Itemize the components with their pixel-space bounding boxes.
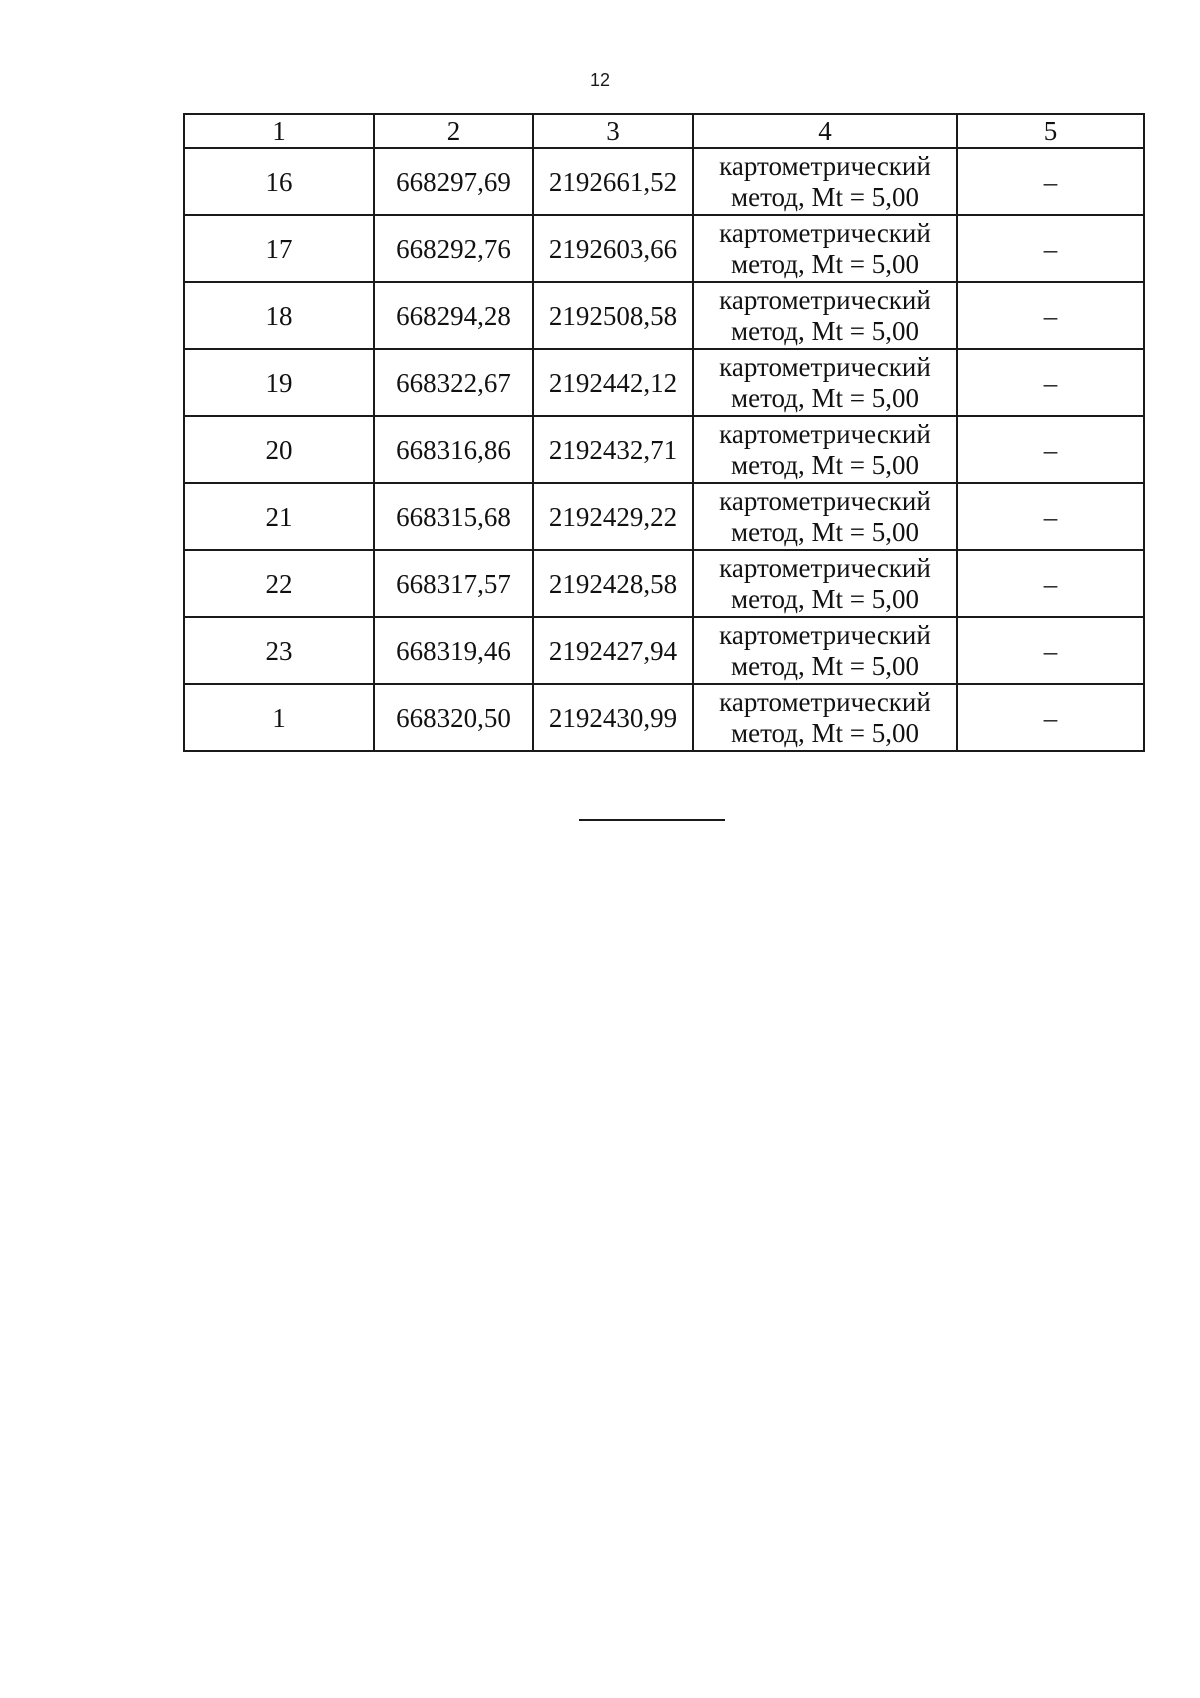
- end-of-document-rule: [579, 819, 725, 821]
- column-header-2: 2: [374, 114, 533, 148]
- column-header-3: 3: [533, 114, 693, 148]
- method-line-1: картометрический: [719, 619, 931, 650]
- point-number-cell: 23: [184, 617, 374, 684]
- point-number-cell: 21: [184, 483, 374, 550]
- table-row: [184, 684, 1144, 751]
- y-coordinate-cell: 2192508,58: [533, 282, 693, 349]
- y-coordinate-cell: 2192603,66: [533, 215, 693, 282]
- point-number-cell: 22: [184, 550, 374, 617]
- x-coordinate-cell: 668319,46: [374, 617, 533, 684]
- method-line-2: метод, Mt = 5,00: [731, 650, 919, 681]
- method-line-1: картометрический: [719, 150, 931, 181]
- method-cell: [693, 483, 957, 550]
- note-cell: –: [957, 349, 1144, 416]
- point-number-cell: 16: [184, 148, 374, 215]
- table-row: [184, 483, 1144, 550]
- method-line-2: метод, Mt = 5,00: [731, 449, 919, 480]
- table-header-row: [184, 114, 1144, 148]
- x-coordinate-cell: 668315,68: [374, 483, 533, 550]
- method-line-1: картометрический: [719, 217, 931, 248]
- method-cell: [693, 148, 957, 215]
- method-cell: [693, 215, 957, 282]
- note-cell: –: [957, 684, 1144, 751]
- x-coordinate-cell: 668292,76: [374, 215, 533, 282]
- method-cell: [693, 282, 957, 349]
- note-cell: –: [957, 483, 1144, 550]
- method-line-2: метод, Mt = 5,00: [731, 315, 919, 346]
- column-header-1: 1: [184, 114, 374, 148]
- table-row: [184, 215, 1144, 282]
- point-number-cell: 1: [184, 684, 374, 751]
- x-coordinate-cell: 668320,50: [374, 684, 533, 751]
- method-cell: [693, 416, 957, 483]
- y-coordinate-cell: 2192661,52: [533, 148, 693, 215]
- method-cell: [693, 684, 957, 751]
- method-line-1: картометрический: [719, 351, 931, 382]
- note-cell: –: [957, 282, 1144, 349]
- table-row: [184, 617, 1144, 684]
- y-coordinate-cell: 2192427,94: [533, 617, 693, 684]
- x-coordinate-cell: 668316,86: [374, 416, 533, 483]
- method-line-2: метод, Mt = 5,00: [731, 248, 919, 279]
- method-line-1: картометрический: [719, 485, 931, 516]
- coordinates-table: [183, 113, 1145, 752]
- column-header-4: 4: [693, 114, 957, 148]
- method-line-1: картометрический: [719, 284, 931, 315]
- point-number-cell: 19: [184, 349, 374, 416]
- point-number-cell: 17: [184, 215, 374, 282]
- y-coordinate-cell: 2192430,99: [533, 684, 693, 751]
- method-cell: [693, 550, 957, 617]
- column-header-5: 5: [957, 114, 1144, 148]
- table-row: [184, 416, 1144, 483]
- method-line-2: метод, Mt = 5,00: [731, 583, 919, 614]
- y-coordinate-cell: 2192429,22: [533, 483, 693, 550]
- y-coordinate-cell: 2192428,58: [533, 550, 693, 617]
- page-number: 12: [589, 70, 611, 90]
- x-coordinate-cell: 668317,57: [374, 550, 533, 617]
- x-coordinate-cell: 668294,28: [374, 282, 533, 349]
- method-line-1: картометрический: [719, 686, 931, 717]
- method-cell: [693, 349, 957, 416]
- method-cell: [693, 617, 957, 684]
- method-line-2: метод, Mt = 5,00: [731, 516, 919, 547]
- method-line-2: метод, Mt = 5,00: [731, 382, 919, 413]
- note-cell: –: [957, 550, 1144, 617]
- x-coordinate-cell: 668322,67: [374, 349, 533, 416]
- note-cell: –: [957, 148, 1144, 215]
- point-number-cell: 20: [184, 416, 374, 483]
- method-line-1: картометрический: [719, 552, 931, 583]
- x-coordinate-cell: 668297,69: [374, 148, 533, 215]
- point-number-cell: 18: [184, 282, 374, 349]
- y-coordinate-cell: 2192432,71: [533, 416, 693, 483]
- table-row: [184, 282, 1144, 349]
- table-row: [184, 349, 1144, 416]
- method-line-2: метод, Mt = 5,00: [731, 181, 919, 212]
- table-row: [184, 148, 1144, 215]
- method-line-2: метод, Mt = 5,00: [731, 717, 919, 748]
- note-cell: –: [957, 617, 1144, 684]
- table-row: [184, 550, 1144, 617]
- note-cell: –: [957, 215, 1144, 282]
- note-cell: –: [957, 416, 1144, 483]
- method-line-1: картометрический: [719, 418, 931, 449]
- y-coordinate-cell: 2192442,12: [533, 349, 693, 416]
